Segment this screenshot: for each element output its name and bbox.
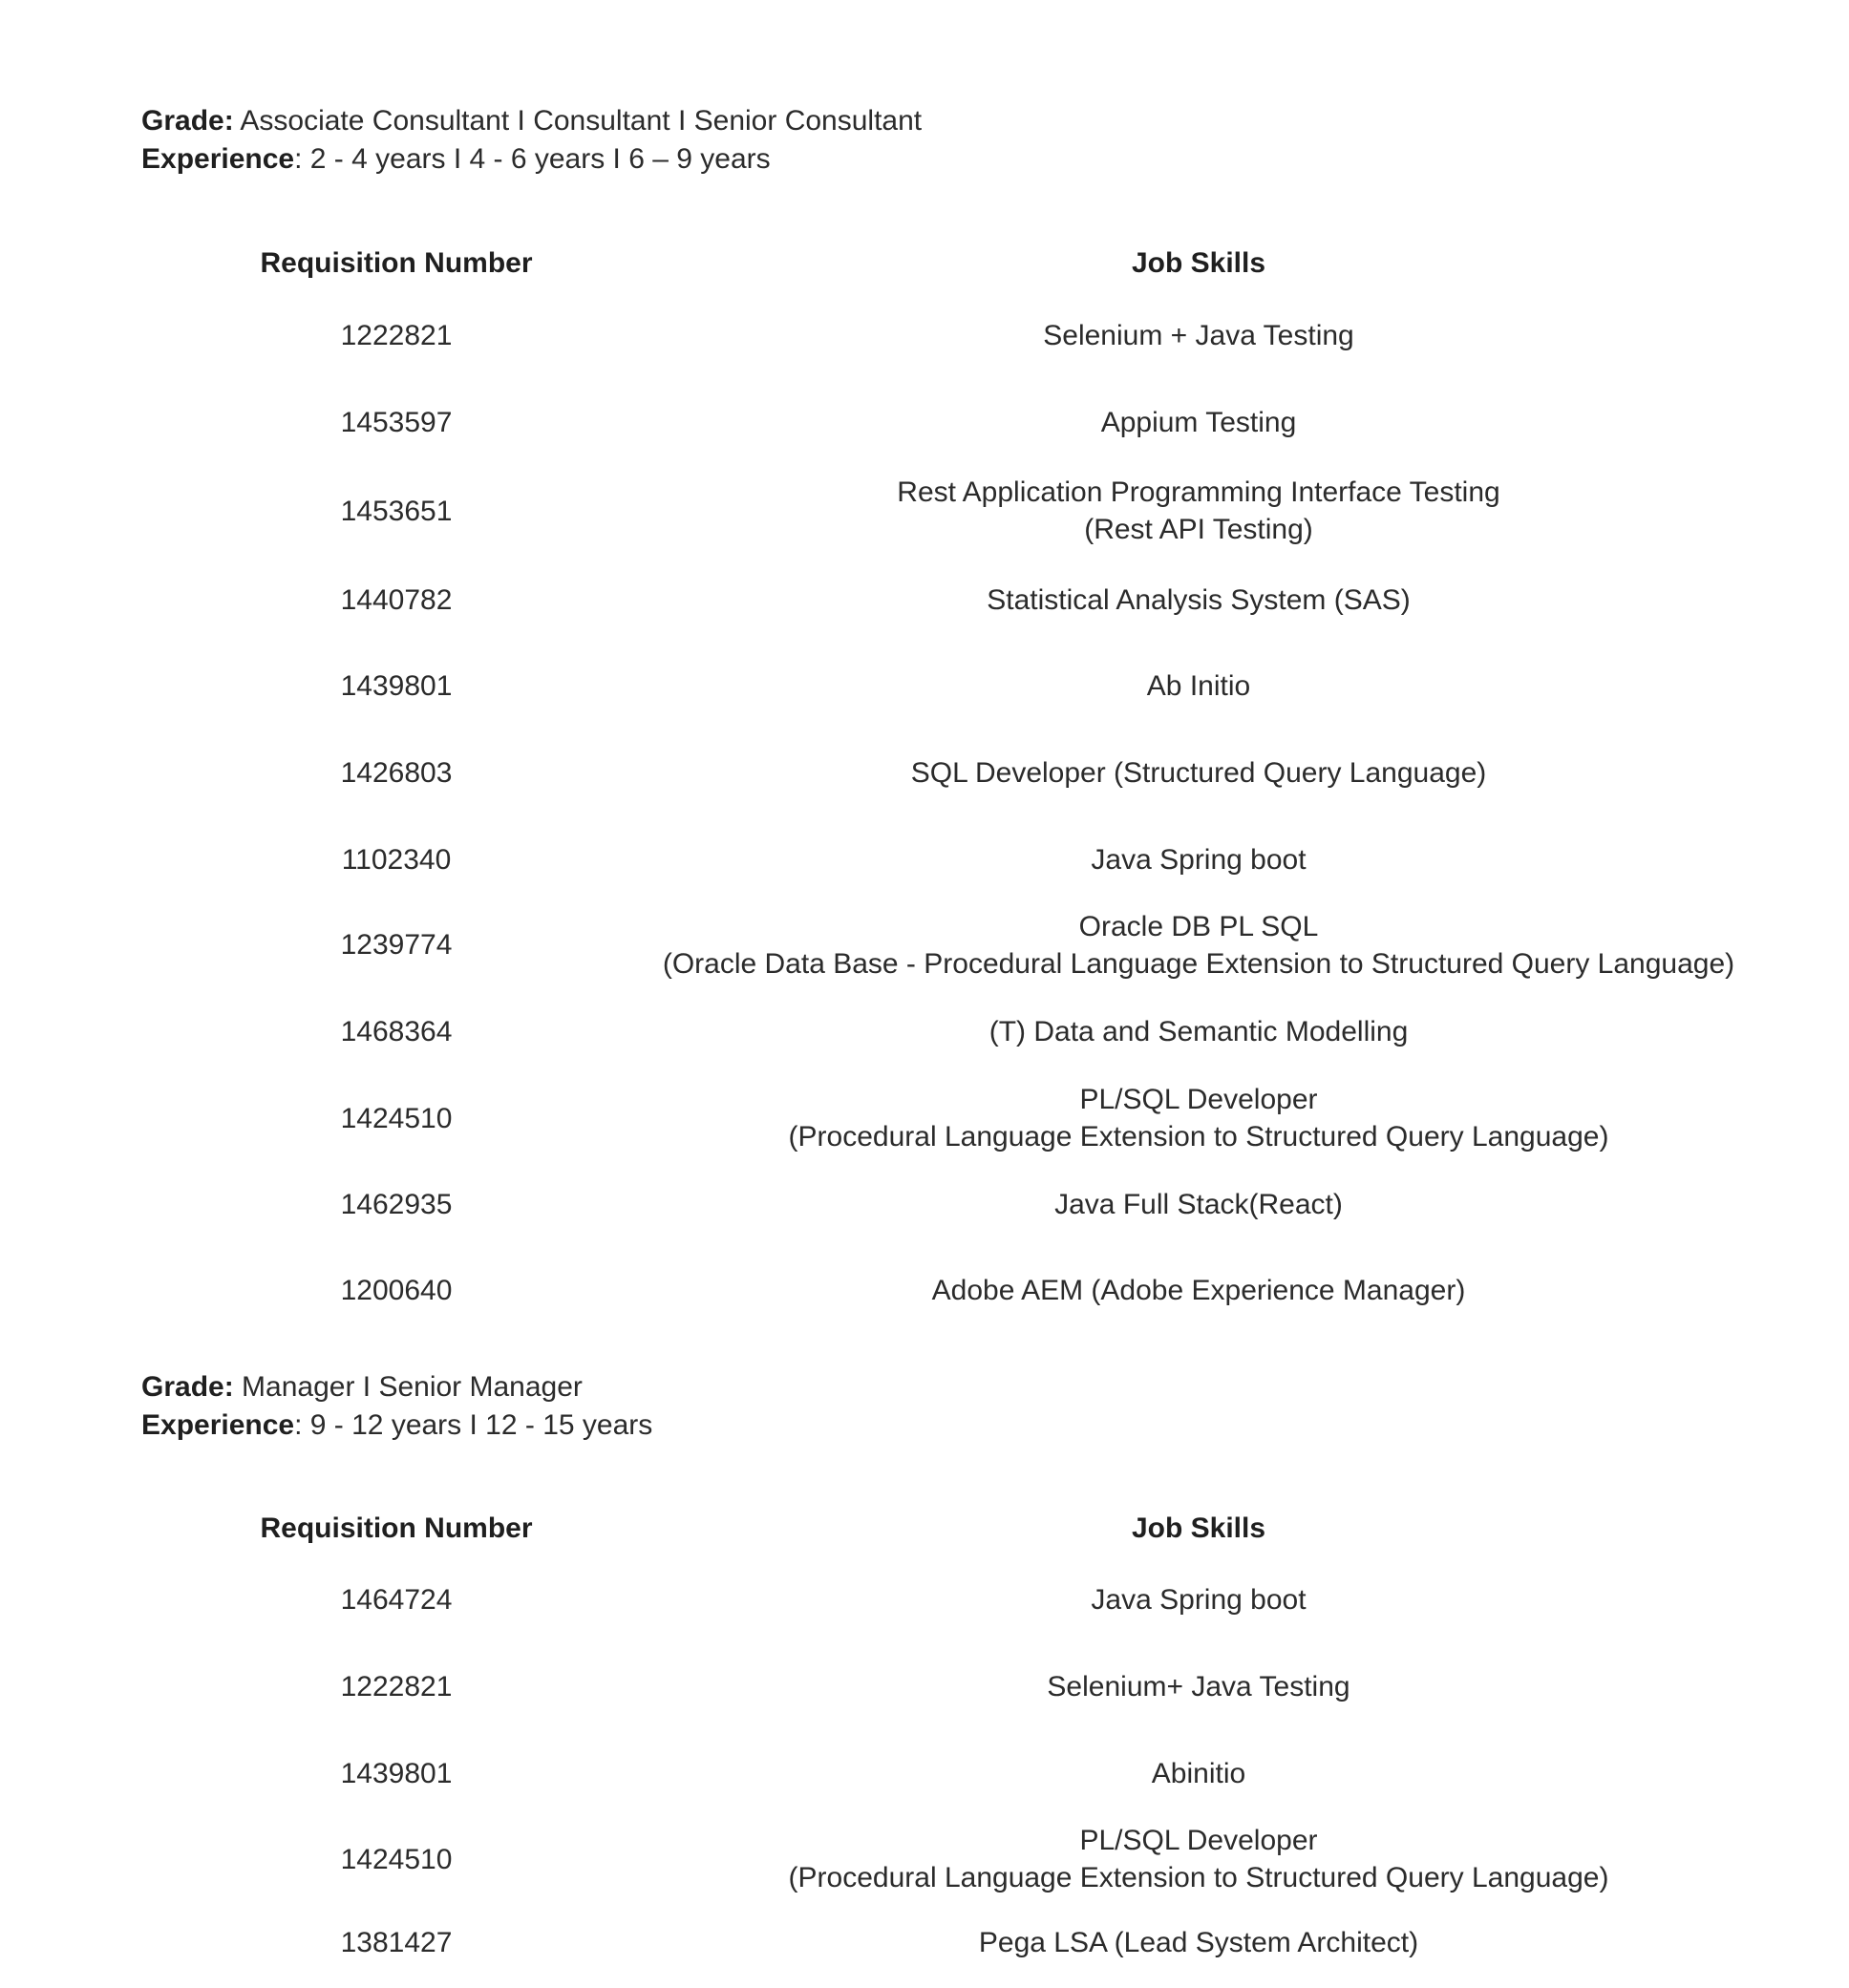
requisition-number: 1453651: [340, 495, 453, 527]
requisition-number: 1462935: [340, 1188, 453, 1220]
job-skill: [611, 987, 1786, 1075]
job-skill: [611, 643, 1786, 729]
experience-line: [141, 140, 771, 179]
job-skill: [611, 902, 1786, 987]
column-header-job-skills: Job Skills: [1131, 246, 1266, 279]
grade-label: Grade:: [141, 1371, 234, 1403]
requisition-number: 1239774: [340, 929, 453, 961]
job-skill: [611, 1556, 1786, 1642]
job-skill-line: (Procedural Language Extension to Structured Query Language): [788, 1121, 1609, 1153]
table-row: [0, 1730, 1849, 1816]
job-skill-line: Oracle DB PL SQL: [1078, 910, 1319, 942]
job-skill: [611, 465, 1786, 557]
experience-line: [141, 1406, 652, 1445]
job-skill: [611, 1730, 1786, 1816]
table-row: [0, 465, 1849, 557]
column-header-job-skills: Job Skills: [1131, 1512, 1266, 1544]
table-row: [0, 291, 1849, 379]
job-skill: [611, 1075, 1786, 1161]
job-skill-line: Ab Initio: [1146, 669, 1251, 702]
table-row: [0, 729, 1849, 816]
job-skill: [611, 729, 1786, 816]
job-skill-line: Java Spring boot: [1091, 843, 1307, 876]
grade-line: [141, 1368, 583, 1406]
column-header-requisition-number: Requisition Number: [260, 246, 533, 279]
job-skill: [611, 291, 1786, 379]
requisition-number: 1424510: [340, 1843, 453, 1875]
table-row: [0, 1247, 1849, 1333]
job-skill-line: (Procedural Language Extension to Structured Query Language): [788, 1862, 1609, 1893]
job-skill: [611, 1161, 1786, 1247]
requisition-number: 1468364: [340, 1015, 453, 1047]
table-header-row: [0, 234, 1849, 291]
job-skill-line: Selenium+ Java Testing: [1047, 1670, 1350, 1702]
requisition-number: 1453597: [340, 406, 453, 438]
grade-value: Associate Consultant I Consultant I Senior Consultant: [233, 105, 923, 137]
job-skill-line: (Oracle Data Base - Procedural Language Extension to Structured Query Language): [662, 947, 1735, 980]
requisition-number: 1222821: [340, 1670, 453, 1702]
requisition-number: 1439801: [340, 1757, 453, 1789]
job-skill: [611, 379, 1786, 465]
table-row: [0, 1556, 1849, 1642]
job-skill-line: PL/SQL Developer: [1079, 1825, 1318, 1856]
job-skill-line: PL/SQL Developer: [1079, 1084, 1318, 1115]
table-row: [0, 816, 1849, 902]
table-row: [0, 379, 1849, 465]
requisition-number: 1464724: [340, 1583, 453, 1616]
table-row: [0, 987, 1849, 1075]
experience-value: : 9 - 12 years I 12 - 15 years: [294, 1409, 653, 1441]
table-row: [0, 1642, 1849, 1730]
table-header-row: [0, 1499, 1849, 1556]
requisition-number: 1200640: [340, 1274, 453, 1306]
job-skill-line: SQL Developer (Structured Query Language): [910, 756, 1487, 789]
experience-label: Experience: [141, 143, 295, 175]
column-header-requisition-number: Requisition Number: [260, 1512, 533, 1544]
table-row: [0, 643, 1849, 729]
job-skill: [611, 1816, 1786, 1902]
requisition-number: 1102340: [341, 843, 452, 876]
requisition-number: 1440782: [340, 583, 453, 616]
table-row: [0, 1075, 1849, 1161]
grade-label: Grade:: [141, 105, 234, 137]
job-skill-line: Java Full Stack(React): [1054, 1188, 1343, 1220]
requisition-number: 1424510: [340, 1102, 453, 1134]
requisition-table: [0, 1499, 1849, 1988]
job-skill: [611, 1902, 1786, 1988]
job-skill: [611, 557, 1786, 643]
experience-value: : 2 - 4 years I 4 - 6 years I 6 – 9 years: [294, 143, 771, 175]
job-skill-line: (T) Data and Semantic Modelling: [988, 1015, 1409, 1047]
requisition-table: [0, 234, 1849, 1333]
requisition-number: 1222821: [340, 319, 453, 351]
table-row: [0, 902, 1849, 987]
job-skill-line: Selenium + Java Testing: [1043, 319, 1354, 351]
table-row: [0, 557, 1849, 643]
requisition-number: 1439801: [340, 669, 453, 702]
job-skill: [611, 1247, 1786, 1333]
requisition-number: 1426803: [340, 756, 453, 789]
job-skill-line: (Rest API Testing): [1084, 514, 1313, 545]
job-skill: [611, 1642, 1786, 1730]
job-skill-line: Adobe AEM (Adobe Experience Manager): [931, 1274, 1466, 1306]
job-skill-line: Rest Application Programming Interface Testing: [897, 476, 1500, 508]
job-skill-line: Abinitio: [1151, 1757, 1246, 1789]
job-skill-line: Statistical Analysis System (SAS): [987, 583, 1411, 616]
job-skill-line: Appium Testing: [1100, 406, 1297, 438]
grade-value: Manager I Senior Manager: [233, 1371, 583, 1403]
experience-label: Experience: [141, 1409, 295, 1441]
table-row: [0, 1816, 1849, 1902]
grade-line: [141, 102, 922, 140]
job-skill-line: Java Spring boot: [1091, 1583, 1307, 1616]
job-skill: [611, 816, 1786, 902]
table-row: [0, 1902, 1849, 1988]
job-skill-line: Pega LSA (Lead System Architect): [978, 1927, 1419, 1958]
requisition-number: 1381427: [340, 1927, 453, 1958]
table-row: [0, 1161, 1849, 1247]
